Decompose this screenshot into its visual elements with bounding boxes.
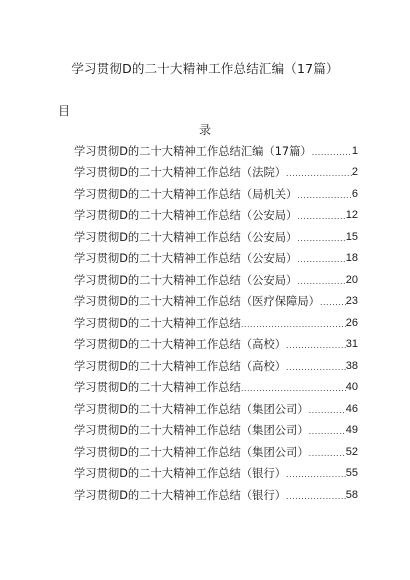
toc-entry[interactable] <box>74 334 358 356</box>
toc-entry[interactable] <box>74 140 358 162</box>
toc-entry-title: 学习贯彻D的二十大精神工作总结（法院） <box>74 166 287 180</box>
toc-dot-leader <box>286 338 346 350</box>
toc-entry[interactable] <box>74 398 358 420</box>
toc-page-number: 55 <box>345 467 358 480</box>
toc-entry[interactable] <box>74 248 358 270</box>
toc-entry[interactable] <box>74 484 358 506</box>
toc-entry[interactable] <box>74 441 358 463</box>
toc-page-number: 26 <box>345 316 358 329</box>
toc-dot-leader <box>286 166 352 178</box>
toc-entry-title: 学习贯彻D的二十大精神工作总结（公安局） <box>74 252 298 266</box>
toc-entry[interactable] <box>74 183 358 205</box>
toc-entry-title: 学习贯彻D的二十大精神工作总结（集团公司） <box>74 402 309 416</box>
toc-entry-title: 学习贯彻D的二十大精神工作总结（高校） <box>74 359 287 373</box>
toc-heading-second-char: 录 <box>198 123 211 137</box>
toc-dot-leader <box>320 295 346 307</box>
document-title: 学习贯彻D的二十大精神工作总结汇编（17篇） <box>71 61 339 76</box>
toc-entry-title: 学习贯彻D的二十大精神工作总结（公安局） <box>74 209 298 223</box>
toc-dot-leader <box>297 231 345 243</box>
toc-page-number: 49 <box>345 424 358 437</box>
toc-entry-title: 学习贯彻D的二十大精神工作总结（银行） <box>74 467 287 481</box>
toc-dot-leader <box>286 360 346 372</box>
toc-page-number: 20 <box>345 273 358 286</box>
toc-page-number: 58 <box>345 488 358 501</box>
toc-page-number: 31 <box>345 338 358 351</box>
toc-dot-leader <box>241 381 346 393</box>
toc-entry-title: 学习贯彻D的二十大精神工作总结（高校） <box>74 338 287 352</box>
toc-dot-leader <box>286 467 346 479</box>
toc-dot-leader <box>309 424 346 436</box>
toc-entry[interactable] <box>74 355 358 377</box>
toc-dot-leader <box>297 274 345 286</box>
toc-dot-leader <box>312 145 352 157</box>
toc-heading-first-char: 目 <box>58 104 71 118</box>
toc-page-number: 15 <box>345 230 358 243</box>
toc-page-number: 1 <box>351 144 358 157</box>
toc-entry-title: 学习贯彻D的二十大精神工作总结（公安局） <box>74 230 298 244</box>
toc-entry-title: 学习贯彻D的二十大精神工作总结（局机关） <box>74 187 298 201</box>
toc-entry[interactable] <box>74 463 358 485</box>
toc-entry-title: 学习贯彻D的二十大精神工作总结（银行） <box>74 488 287 502</box>
toc-entry-title: 学习贯彻D的二十大精神工作总结（公安局） <box>74 273 298 287</box>
toc-entry[interactable] <box>74 291 358 313</box>
toc-dot-leader <box>297 252 345 264</box>
toc-page-number: 40 <box>345 381 358 394</box>
toc-dot-leader <box>241 317 346 329</box>
toc-page-number: 18 <box>345 252 358 265</box>
toc-page-number: 23 <box>345 295 358 308</box>
toc-entry-title: 学习贯彻D的二十大精神工作总结 <box>74 316 241 330</box>
toc-page-number: 6 <box>351 187 358 200</box>
toc-entry[interactable] <box>74 377 358 399</box>
toc-entry[interactable] <box>74 269 358 291</box>
toc-page-number: 46 <box>345 402 358 415</box>
toc-entry-title: 学习贯彻D的二十大精神工作总结（集团公司） <box>74 445 309 459</box>
toc-entry-title: 学习贯彻D的二十大精神工作总结 <box>74 381 241 395</box>
toc-page-number: 52 <box>345 445 358 458</box>
toc-dot-leader <box>286 489 346 501</box>
toc-entry-title: 学习贯彻D的二十大精神工作总结汇编（17篇） <box>74 144 312 158</box>
toc-dot-leader <box>297 188 352 200</box>
toc-entry[interactable] <box>74 205 358 227</box>
table-of-contents <box>74 140 358 506</box>
toc-entry-title: 学习贯彻D的二十大精神工作总结（医疗保障局） <box>74 295 320 309</box>
toc-page-number: 12 <box>345 209 358 222</box>
toc-dot-leader <box>309 446 346 458</box>
toc-entry[interactable] <box>74 162 358 184</box>
toc-entry[interactable] <box>74 312 358 334</box>
toc-entry[interactable] <box>74 420 358 442</box>
toc-dot-leader <box>297 209 345 221</box>
toc-entry[interactable] <box>74 226 358 248</box>
toc-page-number: 38 <box>345 359 358 372</box>
toc-dot-leader <box>309 403 346 415</box>
toc-page-number: 2 <box>351 166 358 179</box>
toc-entry-title: 学习贯彻D的二十大精神工作总结（集团公司） <box>74 424 309 438</box>
